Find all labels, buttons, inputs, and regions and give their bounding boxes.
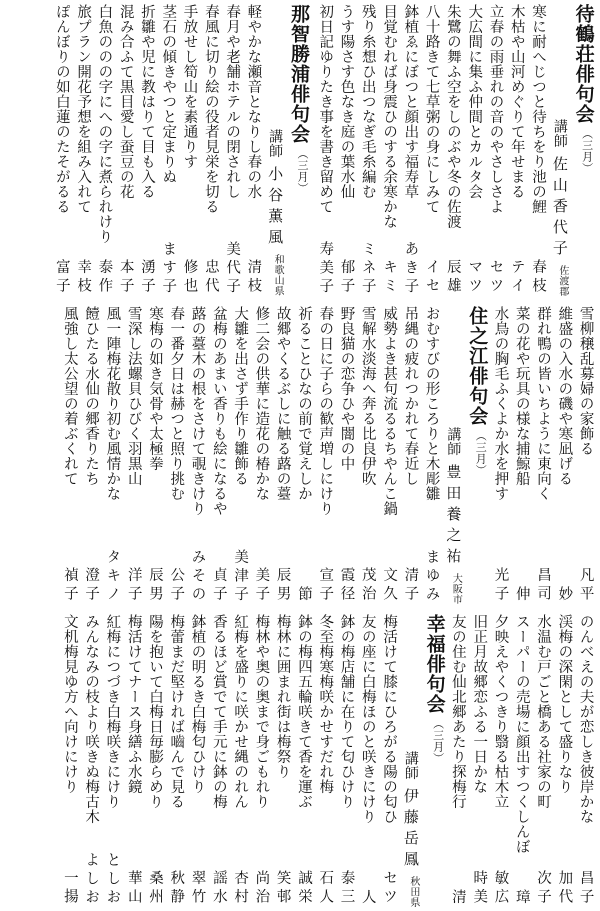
haiku-text: みんなみの枝より咲きぬ梅古木 — [83, 614, 100, 824]
haiku-text: うす陽さす色なき庭の葉水仙 — [338, 4, 355, 199]
haiku-entry — [272, 614, 293, 907]
haiku-text: 寒に耐へじつと待ちをり池の鯉 — [530, 4, 547, 214]
haiku-text: 雪解水淡海へ奔る比良伊吹 — [359, 306, 376, 486]
author-name: セツ — [381, 870, 398, 907]
haiku-text: 祈ることひなの前で覚えしか — [295, 306, 312, 501]
haiku-entry — [136, 4, 157, 296]
haiku-text: 大広間に集ふ仲間とカルタ会 — [466, 4, 483, 199]
author-name: 伸 — [513, 585, 530, 604]
lecturer-prefecture: 和歌山県 — [272, 254, 284, 296]
haiku-text: のんべえの夫が恋しき彼岸かな — [577, 614, 594, 824]
haiku-text: 春月や老舗ホテルの閉されし — [224, 4, 241, 199]
haiku-text: 吊縄の疲れつかれて春近し — [402, 306, 419, 486]
haiku-entry — [72, 4, 93, 296]
haiku-entry — [378, 4, 399, 296]
haiku-text: 盆梅のあまい香りも絵になるや — [210, 306, 227, 516]
haiku-entry — [421, 4, 442, 296]
author-name: テイ — [508, 259, 525, 296]
haiku-entry — [575, 306, 596, 604]
haiku-text: 旧正月故郷恋ふる一日かな — [471, 614, 488, 794]
author-name: キミ — [381, 259, 398, 296]
haiku-entry — [485, 4, 506, 296]
author-name: 霞径 — [338, 567, 355, 604]
haiku-text: 朱鷺の舞ふ空をしのぶや冬の佐渡 — [444, 4, 461, 229]
haiku-text: 鉢の梅店舗に在りて匂ひけり — [338, 614, 355, 809]
author-name: 辰男 — [274, 567, 291, 604]
haiku-entry — [59, 306, 80, 604]
haiku-text: 饐ひたる水仙の郷香りたち — [83, 306, 100, 486]
haiku-text: 寒梅の如き気骨や太極拳 — [146, 306, 163, 471]
haiku-entry — [102, 306, 123, 604]
haiku-text: 鉢植ゑにぼつと顔出す福寿草 — [402, 4, 419, 199]
author-name: 美津子 — [232, 548, 249, 604]
haiku-entry — [336, 614, 357, 907]
haiku-text: 香るほど賞でて手元に鉢の梅 — [210, 614, 227, 809]
haiku-text: 紅梅を盛りに咲かせ縄のれん — [232, 614, 249, 809]
haiku-text: 群れ鴨の皆いちように東向く — [535, 306, 552, 501]
author-name: 華山 — [125, 870, 142, 907]
lecturer-label: 講師 — [267, 129, 284, 158]
author-name: 節 — [295, 585, 312, 604]
haiku-entry — [336, 4, 357, 296]
haiku-entry — [421, 306, 442, 604]
haiku-text: 梅林や奥の奥まで身ごもれり — [253, 614, 270, 809]
author-name: 一揚 — [61, 870, 78, 907]
lecturer-label: 講師 — [551, 118, 568, 148]
haiku-entry — [575, 614, 596, 907]
author-name: としお — [104, 851, 121, 907]
section-header — [286, 4, 312, 296]
haiku-text: 菜の花や玩具の様な捕鯨船 — [513, 306, 530, 486]
author-name: 湧子 — [138, 259, 155, 296]
haiku-text: 友の座に白梅ほのと咲きにけり — [359, 614, 376, 824]
author-name: 泰作 — [96, 259, 113, 296]
author-name: 富子 — [53, 259, 70, 296]
haiku-entry — [463, 4, 484, 296]
haiku-entry — [115, 4, 136, 296]
author-name: 秋静 — [168, 870, 185, 907]
author-name: 笑邨 — [274, 870, 291, 907]
section-month: （三月） — [474, 430, 488, 476]
lecturer-label: 講師 — [445, 426, 462, 456]
haiku-entry — [144, 306, 165, 604]
author-name: 泰三 — [338, 870, 355, 907]
haiku-entry — [243, 4, 264, 296]
haiku-entry — [187, 306, 208, 604]
author-name: 時美 — [471, 870, 488, 907]
author-name: 光子 — [492, 567, 509, 604]
author-name: マツ — [466, 259, 483, 296]
haiku-text: 軽やかな瀬音となりし春の水 — [245, 4, 262, 199]
haiku-entry — [511, 614, 532, 907]
haiku-text: ぽんぼりの如白蓮のたそがるる — [53, 4, 70, 214]
haiku-entry — [378, 614, 399, 907]
haiku-entry — [399, 306, 420, 604]
haiku-entry — [80, 614, 101, 907]
haiku-entry — [314, 4, 335, 296]
haiku-entry — [102, 614, 123, 907]
author-name: 公子 — [168, 567, 185, 604]
author-name: 桑州 — [146, 870, 163, 907]
author-name: 清枝 — [245, 259, 262, 296]
haiku-entry — [208, 306, 229, 604]
haiku-text: 水温む戸ごと橋ある社家の町 — [535, 614, 552, 809]
haiku-entry — [314, 614, 335, 907]
lecturer-line — [264, 4, 286, 296]
haiku-text: 旅プラン開花予想を組み入れて — [75, 4, 92, 214]
lecturer-prefecture: 佐渡郡 — [556, 264, 568, 296]
author-name: 昌子 — [577, 870, 594, 907]
haiku-text: 威勢よき甚句流るるちやんこ鍋 — [381, 306, 398, 516]
author-name: 宣子 — [317, 567, 334, 604]
haiku-entry — [506, 4, 527, 296]
author-name: 忠代 — [202, 259, 219, 296]
haiku-text: 故郷やくるぶしに触る蕗の薹 — [274, 306, 291, 501]
tier-3 — [4, 614, 596, 907]
haiku-text: 八十路きて七草粥の身にしみて — [423, 4, 440, 214]
haiku-text: 大雛を出さず手作り雛飾る — [232, 306, 249, 486]
author-name: 澄子 — [83, 567, 100, 604]
author-name: 敏広 — [492, 870, 509, 907]
haiku-text: 木枯や山河めぐりて年せまる — [508, 4, 525, 199]
haiku-text: 渓梅の深閑として盛りなり — [556, 614, 573, 794]
haiku-text: 梅蕾まだ堅ければ嚙んで見る — [168, 614, 185, 809]
author-name: 貞子 — [210, 567, 227, 604]
haiku-text: 雪深し法螺貝ひびく羽黒山 — [125, 306, 142, 486]
lecturer-name: 小谷薫風 — [266, 166, 285, 250]
author-name: 本子 — [117, 259, 134, 296]
haiku-text: 文机梅見ゆ方へ向けにけり — [61, 614, 78, 794]
haiku-text: 混み合ふて黒目愛し蚕豆の花 — [117, 4, 134, 199]
haiku-entry — [187, 614, 208, 907]
haiku-entry — [357, 4, 378, 296]
section-title: 幸福俳句会 — [423, 614, 446, 714]
haiku-entry — [165, 306, 186, 604]
author-name: セツ — [487, 259, 504, 296]
haiku-entry — [399, 4, 420, 296]
author-name: みその — [189, 548, 206, 604]
haiku-text: 維盛の入水の磯や寒凪げる — [556, 306, 573, 486]
author-name: 春枝 — [530, 259, 547, 296]
author-name: ます子 — [160, 240, 177, 296]
author-name: 禎子 — [61, 567, 78, 604]
haiku-entry — [553, 306, 574, 604]
lecturer-name: 豊田養之祐 — [444, 463, 463, 569]
haiku-text: 梅活けて膝にひろがる陽の匂ひ — [381, 614, 398, 824]
haiku-entry — [553, 614, 574, 907]
haiku-entry — [144, 614, 165, 907]
lecturer-name: 佐山香代子 — [550, 155, 569, 261]
author-name: 文久 — [381, 567, 398, 604]
haiku-text: 修二会の供華に造花の椿かな — [253, 306, 270, 501]
section-title: 那智勝浦俳句会 — [287, 4, 310, 144]
haiku-entry — [251, 614, 272, 907]
haiku-entry — [251, 306, 272, 604]
haiku-text: スーパーの売場に顔出すつくしんぼ — [513, 614, 530, 854]
author-name: 石人 — [317, 870, 334, 907]
section-title: 住之江俳句会 — [466, 306, 489, 426]
section-month: （三月） — [295, 148, 309, 194]
author-name: よしお — [83, 851, 100, 907]
author-name: あき子 — [402, 240, 419, 296]
author-name: ミネ子 — [359, 240, 376, 296]
author-name: 加代 — [556, 870, 573, 907]
haiku-entry — [447, 614, 468, 907]
haiku-entry — [229, 614, 250, 907]
lecturer-prefecture: 秋田県 — [407, 875, 419, 907]
author-name: タキノ — [104, 548, 121, 604]
haiku-entry — [511, 306, 532, 604]
author-name: 茂治 — [359, 567, 376, 604]
haiku-entry — [532, 614, 553, 907]
haiku-entry — [51, 4, 72, 296]
haiku-text: 水鳥の胸毛ふくよか水を押す — [492, 306, 509, 501]
lecturer-label: 講師 — [402, 750, 419, 780]
haiku-entry — [157, 4, 178, 296]
haiku-text: 梅活けてナース身繕ふ水鏡 — [125, 614, 142, 794]
haiku-text: 初日記ゆりたき事を書き留めて — [317, 4, 334, 214]
author-name: 清 — [449, 888, 466, 907]
haiku-entry — [336, 306, 357, 604]
haiku-text: 折雛や児に教はりて目も入る — [138, 4, 155, 199]
section-header — [421, 614, 447, 907]
author-name: 凡平 — [577, 567, 594, 604]
author-name: 謡水 — [210, 870, 227, 907]
author-name: 修也 — [181, 259, 198, 296]
haiku-entry — [94, 4, 115, 296]
author-name: 次子 — [535, 870, 552, 907]
haiku-entry — [200, 4, 221, 296]
section-month: （三月） — [580, 128, 594, 174]
haiku-entry — [527, 4, 548, 296]
author-name: まゆみ — [423, 548, 440, 604]
section-month: （三月） — [431, 718, 445, 764]
haiku-entry — [165, 614, 186, 907]
author-name: 辰男 — [146, 567, 163, 604]
haiku-text: 陽を抱いて白梅日毎膨らめり — [146, 614, 163, 809]
lecturer-line — [548, 4, 570, 296]
haiku-text: 蕗の薹木の根をさけて覗きけり — [189, 306, 206, 516]
haiku-entry — [221, 4, 242, 296]
haiku-text: 春の日に子らの歓声増しにけり — [317, 306, 334, 516]
lecturer-prefecture: 大阪市 — [450, 572, 462, 604]
haiku-text: 鉢植の明るき白梅匂ひけり — [189, 614, 206, 794]
author-name: イセ — [423, 259, 440, 296]
author-name: 寿美子 — [317, 240, 334, 296]
tier-2 — [4, 306, 596, 604]
author-name: 翠竹 — [189, 870, 206, 907]
haiku-text: 春風に切り絵の役者見栄を切る — [202, 4, 219, 214]
author-name: 美代子 — [224, 240, 241, 296]
haiku-text: 風強し太公望の着ぶくれて — [61, 306, 78, 486]
haiku-entry — [179, 4, 200, 296]
haiku-entry — [293, 614, 314, 907]
section-header — [464, 306, 490, 604]
haiku-entry — [532, 306, 553, 604]
haiku-text: 風一陣梅花散り初む風情かな — [104, 306, 121, 501]
haiku-entry — [293, 306, 314, 604]
author-name: 尚治 — [253, 870, 270, 907]
haiku-text: 目覚むれば身震ひのする余寒かな — [381, 4, 398, 229]
lecturer-name: 伊藤岳鳳 — [401, 787, 420, 872]
author-name: 誠栄 — [295, 870, 312, 907]
haiku-text: おむすびの形ころりと木彫雛 — [423, 306, 440, 501]
haiku-text: 梅林に囲まれ街は梅祭り — [274, 614, 291, 779]
haiku-entry — [314, 306, 335, 604]
author-name: 妙 — [556, 585, 573, 604]
haiku-entry — [378, 306, 399, 604]
haiku-entry — [229, 306, 250, 604]
haiku-entry — [357, 614, 378, 907]
haiku-text: 茎石の傾きやつと定まりぬ — [160, 4, 177, 184]
haiku-text: 友の住む仙北郷あたり探梅行 — [449, 614, 466, 809]
section-header — [570, 4, 596, 296]
author-name: 洋子 — [125, 567, 142, 604]
tier-1 — [4, 4, 596, 296]
haiku-text: 鉢の梅四五輪咲きて香を運ぶ — [295, 614, 312, 809]
author-name: 郁子 — [338, 259, 355, 296]
haiku-text: 夕映えやくつきり翳る枯木立 — [492, 614, 509, 809]
lecturer-line — [399, 614, 421, 907]
author-name: 辰雄 — [444, 259, 461, 296]
haiku-text: 冬至梅寒梅咲かせすだれ梅 — [317, 614, 334, 794]
haiku-text: 立春の雨垂れの音のやさしさよ — [487, 4, 504, 214]
haiku-entry — [468, 614, 489, 907]
haiku-entry — [272, 306, 293, 604]
haiku-text: 春一番夕日は赫つと照り挑む — [168, 306, 185, 501]
haiku-entry — [490, 614, 511, 907]
haiku-entry — [357, 306, 378, 604]
author-name: 美子 — [253, 567, 270, 604]
haiku-text: 残り糸想ひ出つなぎ毛糸編む — [359, 4, 376, 199]
haiku-entry — [490, 306, 511, 604]
haiku-entry — [59, 614, 80, 907]
haiku-entry — [80, 306, 101, 604]
haiku-text: 紅梅につづき白梅咲きにけり — [104, 614, 121, 809]
haiku-text: 雪柳穣乱募婦の家飾る — [577, 306, 594, 456]
author-name: 杏村 — [232, 870, 249, 907]
haiku-text: 手放せし筍山を素通りす — [181, 4, 198, 169]
haiku-text: 白魚ののの字にへの字に煮られけり — [96, 4, 113, 244]
haiku-text: 野良猫の恋争ひや闇の中 — [338, 306, 355, 471]
section-title: 待鶴荘俳句会 — [572, 4, 595, 124]
haiku-entry — [123, 614, 144, 907]
author-name: 幸枝 — [75, 259, 92, 296]
haiku-entry — [208, 614, 229, 907]
haiku-entry — [123, 306, 144, 604]
author-name: 人 — [359, 888, 376, 907]
author-name: 昌司 — [535, 567, 552, 604]
lecturer-line — [442, 306, 464, 604]
author-name: 璋 — [513, 888, 530, 907]
haiku-entry — [442, 4, 463, 296]
author-name: 清子 — [402, 567, 419, 604]
